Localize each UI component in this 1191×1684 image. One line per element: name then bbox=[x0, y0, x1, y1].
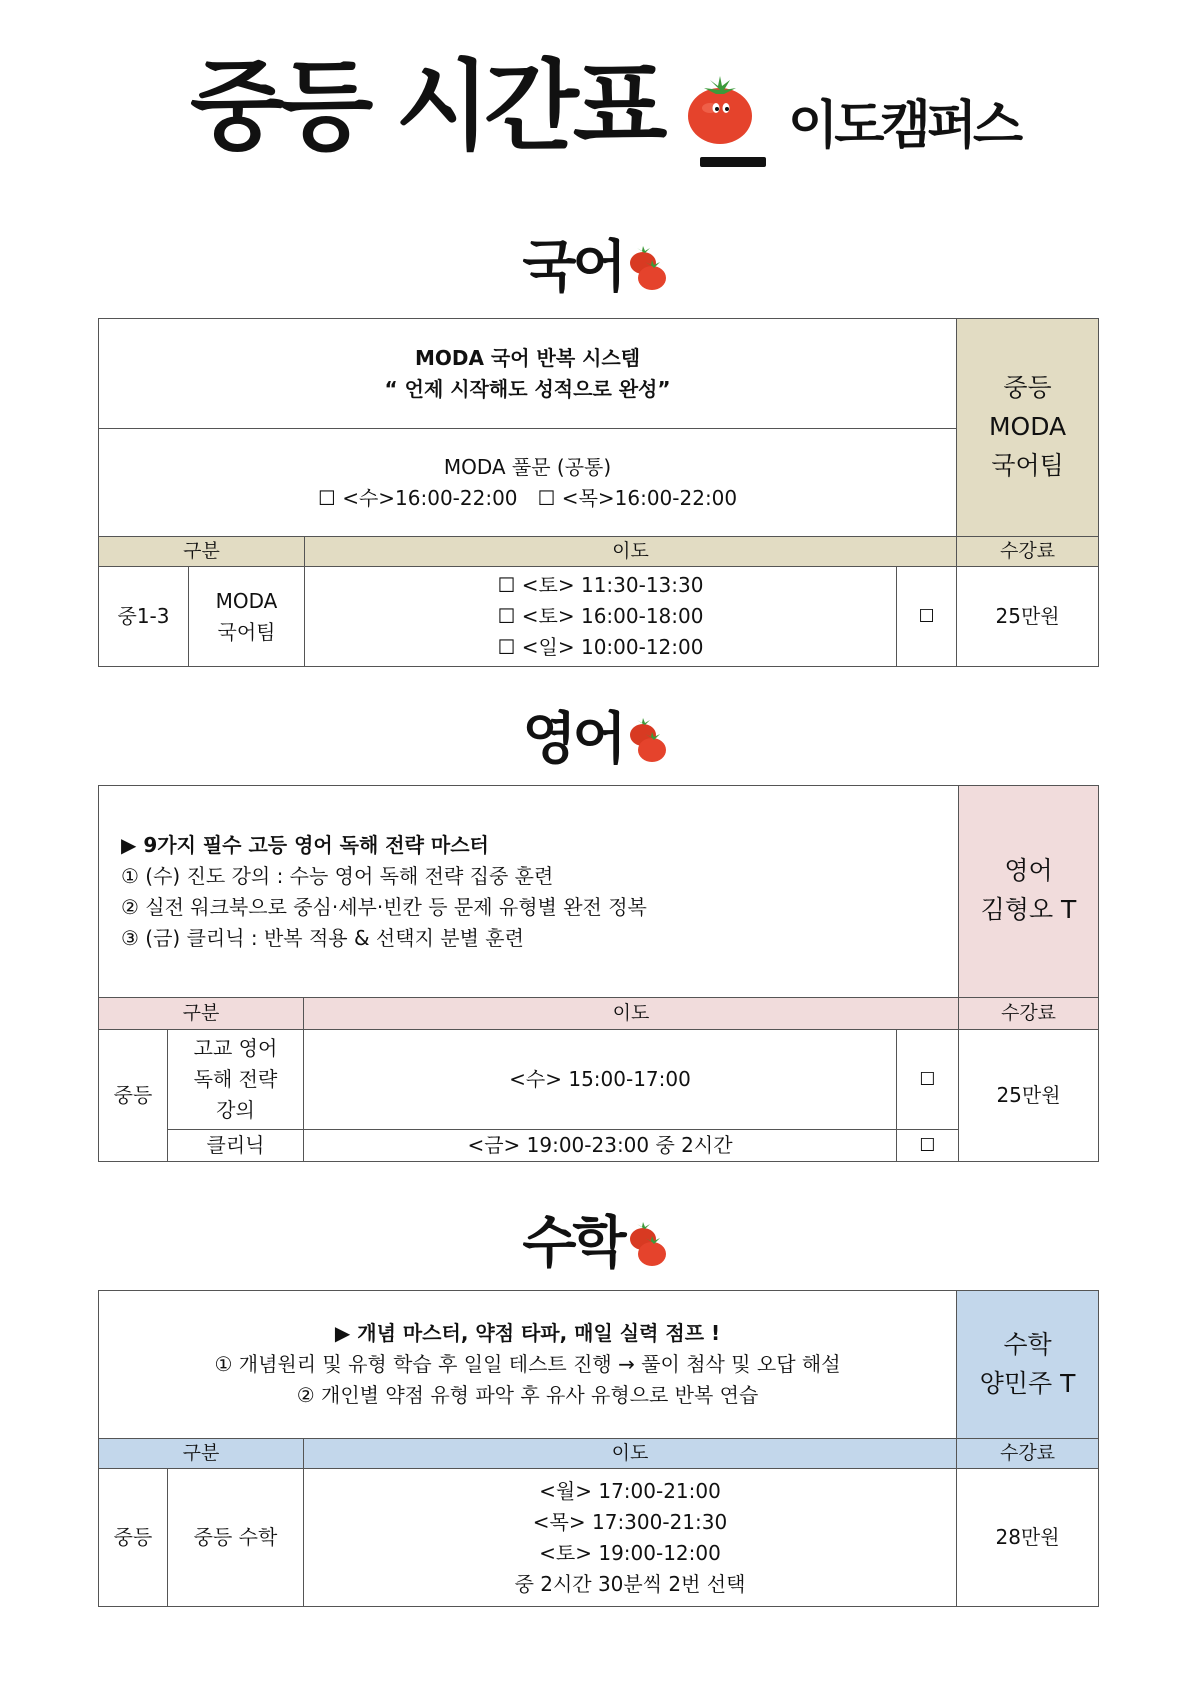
korean-team-line2: MODA bbox=[988, 412, 1067, 442]
english-grade: 중등 bbox=[99, 1030, 168, 1162]
english-class1-line3: 강의 bbox=[216, 1098, 255, 1122]
korean-class-line2: 국어팀 bbox=[217, 619, 276, 644]
korean-intro-line1: MODA 국어 반복 시스템 bbox=[414, 345, 641, 370]
english-item: ③ (금) 클리닉 : 반복 적용 & 선택지 분별 훈련 bbox=[121, 925, 524, 950]
english-header-row bbox=[99, 998, 1099, 1030]
korean-class-line1: MODA bbox=[215, 588, 278, 613]
tomato-icon bbox=[625, 715, 669, 765]
tomato-icon bbox=[625, 1219, 669, 1269]
korean-intro bbox=[99, 319, 957, 429]
english-intro bbox=[99, 786, 959, 998]
english-teacher-line1: 영어 bbox=[1004, 856, 1053, 885]
english-table bbox=[98, 785, 1099, 1162]
korean-time-option[interactable]: ☐ <토> 16:00-18:00 bbox=[497, 604, 704, 629]
page-title: 중등 시간표 bbox=[190, 50, 662, 164]
math-fee: 28만원 bbox=[957, 1469, 1099, 1607]
korean-common-times[interactable]: ☐ <수>16:00-22:00 ☐ <목>16:00-22:00 bbox=[317, 485, 738, 510]
korean-fee: 25만원 bbox=[957, 567, 1099, 667]
korean-header-row bbox=[99, 537, 1099, 567]
title-underline bbox=[700, 157, 766, 167]
english-teacher-cell bbox=[959, 786, 1099, 998]
math-teacher-line1: 수학 bbox=[1003, 1329, 1052, 1359]
korean-common-title: MODA 풀문 (공통) bbox=[443, 454, 612, 479]
korean-title: 국어 bbox=[522, 235, 623, 300]
korean-time-option[interactable]: ☐ <토> 11:30-13:30 bbox=[497, 573, 704, 598]
english-item: ① (수) 진도 강의 : 수능 영어 독해 전략 집중 훈련 bbox=[121, 863, 554, 888]
math-times bbox=[304, 1469, 957, 1607]
header-category: 구분 bbox=[99, 998, 304, 1030]
math-section-title bbox=[0, 1211, 1191, 1276]
english-class2-checkbox[interactable]: ☐ bbox=[897, 1130, 959, 1162]
math-intro bbox=[99, 1291, 957, 1439]
header-category: 구분 bbox=[99, 537, 305, 567]
header-campus: 이도 bbox=[304, 1439, 957, 1469]
header-campus: 이도 bbox=[305, 537, 957, 567]
korean-checkbox[interactable]: ☐ bbox=[897, 567, 957, 667]
math-time: <목> 17:300-21:30 bbox=[532, 1509, 728, 1534]
math-grade: 중등 bbox=[99, 1469, 168, 1607]
english-class2-time: <금> 19:00-23:00 중 2시간 bbox=[304, 1130, 897, 1162]
english-class1-line2: 독해 전략 bbox=[193, 1067, 278, 1091]
math-class: 중등 수학 bbox=[168, 1469, 304, 1607]
korean-times bbox=[305, 567, 897, 667]
english-class1-checkbox[interactable]: ☐ bbox=[897, 1030, 959, 1130]
math-item: ① 개념원리 및 유형 학습 후 일일 테스트 진행 → 풀이 첨삭 및 오답 해설 bbox=[214, 1352, 841, 1376]
math-heading: ▶ 개념 마스터, 약점 타파, 매일 실력 점프 ! bbox=[334, 1321, 721, 1345]
math-item: ② 개인별 약점 유형 파악 후 유사 유형으로 반복 연습 bbox=[296, 1383, 759, 1407]
korean-team-line1: 중등 bbox=[1003, 373, 1052, 403]
english-section-title bbox=[0, 707, 1191, 772]
korean-grade: 중1-3 bbox=[99, 567, 189, 667]
korean-class bbox=[189, 567, 305, 667]
page-header bbox=[0, 0, 1191, 200]
english-class2: 클리닉 bbox=[168, 1130, 304, 1162]
math-header-row bbox=[99, 1439, 1099, 1469]
table-row bbox=[99, 1469, 1099, 1607]
header-campus: 이도 bbox=[304, 998, 959, 1030]
korean-section-title bbox=[0, 235, 1191, 300]
header-category: 구분 bbox=[99, 1439, 304, 1469]
header-fee: 수강료 bbox=[957, 537, 1099, 567]
english-title: 영어 bbox=[522, 707, 623, 772]
math-time: <월> 17:00-21:00 bbox=[539, 1478, 721, 1503]
math-table bbox=[98, 1290, 1099, 1607]
korean-time-option[interactable]: ☐ <일> 10:00-12:00 bbox=[497, 635, 704, 660]
english-teacher-line2: 김형오 T bbox=[980, 894, 1077, 924]
table-row bbox=[99, 1130, 1099, 1162]
tomato-mascot-icon bbox=[680, 70, 760, 150]
table-row bbox=[99, 567, 1099, 667]
korean-common bbox=[99, 429, 957, 537]
english-class1 bbox=[168, 1030, 304, 1130]
table-row bbox=[99, 1030, 1099, 1130]
header-fee: 수강료 bbox=[957, 1439, 1099, 1469]
tomato-icon bbox=[625, 243, 669, 293]
math-title: 수학 bbox=[522, 1211, 623, 1276]
english-class1-time: <수> 15:00-17:00 bbox=[304, 1030, 897, 1130]
english-class1-line1: 고교 영어 bbox=[193, 1036, 278, 1060]
math-teacher-line2: 양민주 T bbox=[979, 1368, 1076, 1398]
korean-team-cell bbox=[957, 319, 1099, 537]
math-time: <토> 19:00-12:00 bbox=[539, 1540, 721, 1565]
math-teacher-cell bbox=[957, 1291, 1099, 1439]
english-heading: ▶ 9가지 필수 고등 영어 독해 전략 마스터 bbox=[121, 832, 489, 857]
header-fee: 수강료 bbox=[959, 998, 1099, 1030]
korean-table bbox=[98, 318, 1099, 667]
korean-team-line3: 국어팀 bbox=[991, 450, 1064, 480]
korean-intro-line2: “ 언제 시작해도 성적으로 완성” bbox=[384, 376, 671, 401]
english-item: ② 실전 워크북으로 중심·세부·빈칸 등 문제 유형별 완전 정복 bbox=[121, 894, 647, 919]
math-time-note: 중 2시간 30분씩 2번 선택 bbox=[514, 1571, 746, 1596]
english-fee: 25만원 bbox=[959, 1030, 1099, 1162]
campus-name: 이도캠퍼스 bbox=[788, 96, 1020, 156]
